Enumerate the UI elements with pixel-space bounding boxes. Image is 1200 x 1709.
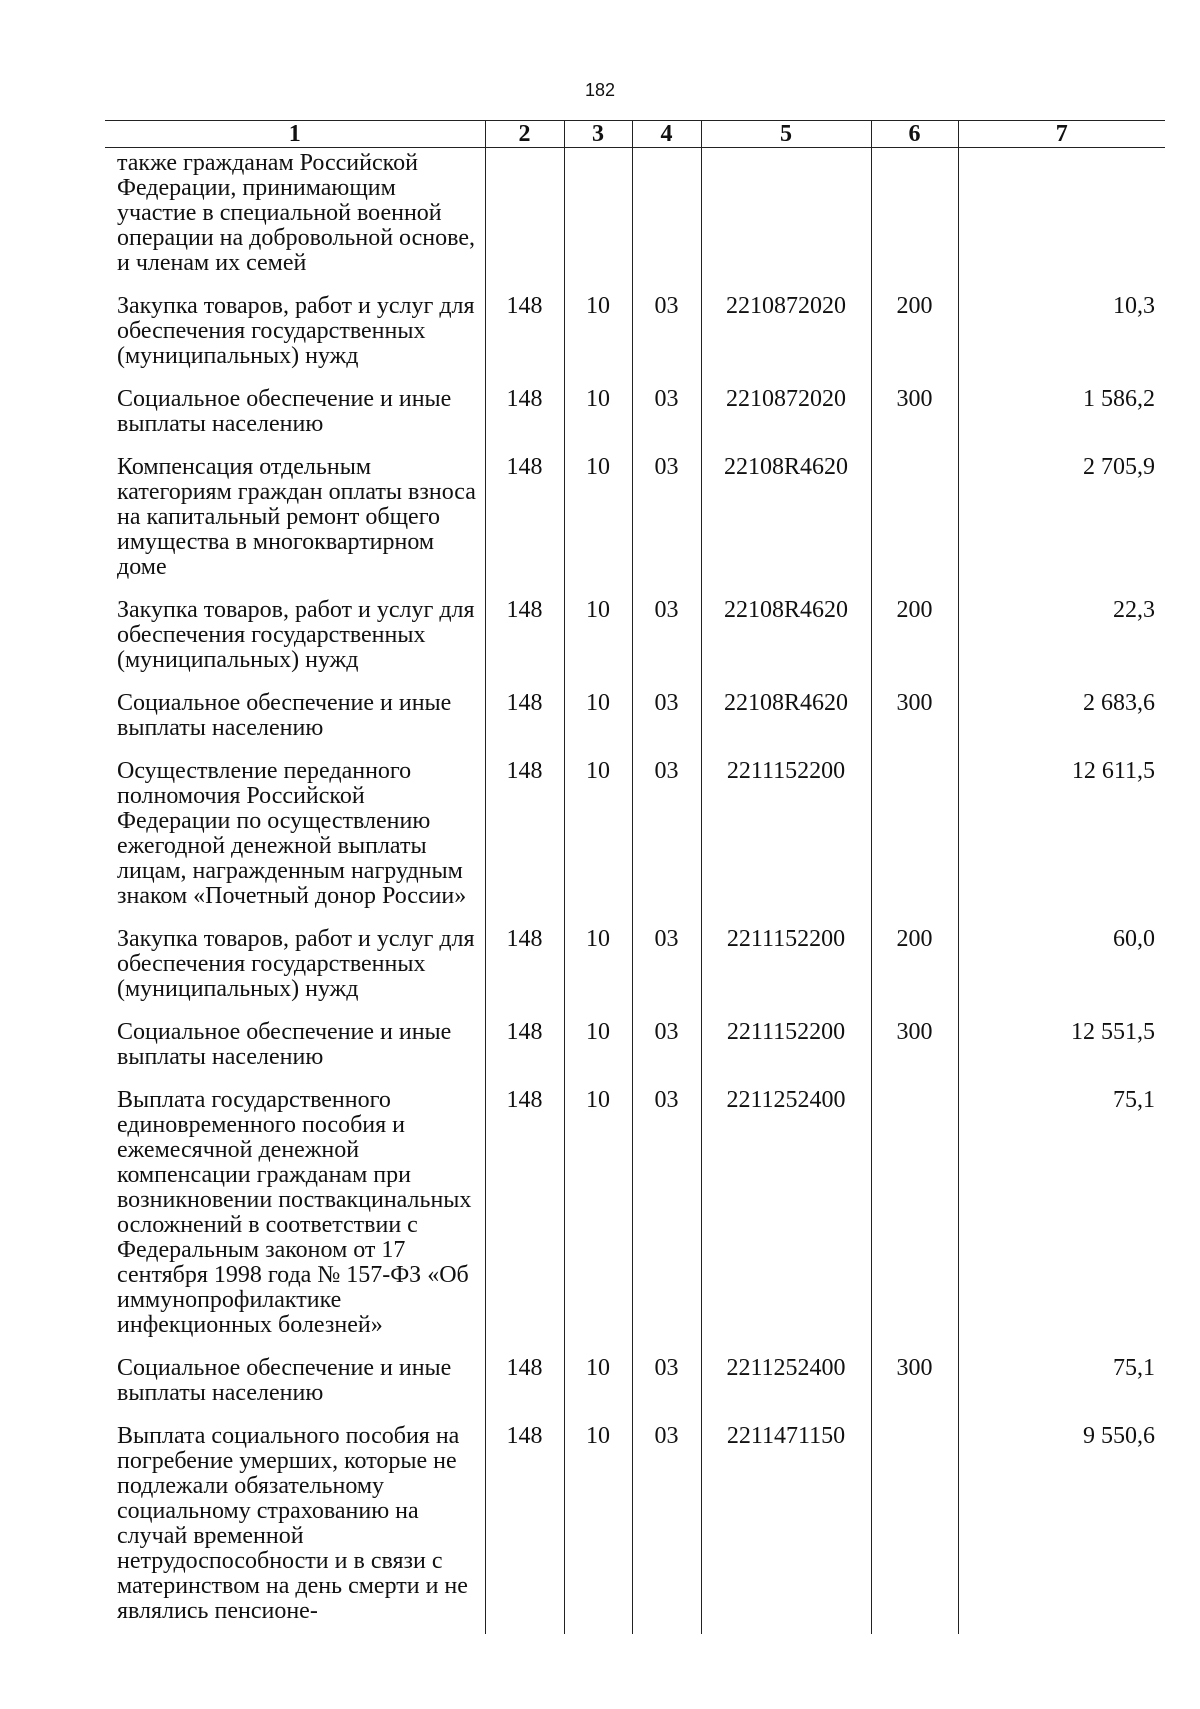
expense-type-code: 200 <box>871 590 958 683</box>
table-row <box>105 148 1165 287</box>
section-code: 10 <box>564 1416 632 1634</box>
ministry-code: 148 <box>485 590 564 683</box>
ministry-code: 148 <box>485 1348 564 1416</box>
target-article-code: 22108R4620 <box>701 447 871 590</box>
amount: 12 551,5 <box>958 1012 1165 1080</box>
subsection-code: 03 <box>632 919 701 1012</box>
subsection-code: 03 <box>632 1080 701 1348</box>
amount <box>958 148 1165 287</box>
expense-name: Социальное обеспечение и иные выплаты населению <box>117 386 452 437</box>
section-code: 10 <box>564 379 632 447</box>
target-article-code: 2211152200 <box>701 919 871 1012</box>
amount: 12 611,5 <box>958 751 1165 919</box>
amount: 60,0 <box>958 919 1165 1012</box>
section-code: 10 <box>564 447 632 590</box>
ministry-code: 148 <box>485 751 564 919</box>
target-article-code: 2211471150 <box>701 1416 871 1634</box>
subsection-code: 03 <box>632 379 701 447</box>
amount: 75,1 <box>958 1080 1165 1348</box>
amount: 9 550,6 <box>958 1416 1165 1634</box>
column-header: 5 <box>701 121 871 148</box>
ministry-code <box>485 148 564 287</box>
subsection-code: 03 <box>632 1416 701 1634</box>
target-article-code: 2211152200 <box>701 1012 871 1080</box>
amount: 10,3 <box>958 286 1165 379</box>
subsection-code: 03 <box>632 683 701 751</box>
expense-name: Выплата государственного единовременного пособия и ежемесячной денежной компенсации гражданам при возникновении поствакцинальных осложнений в соответствии с Федеральным законом от 17 сентября 1998 года № 157-ФЗ «Об иммунопрофилактике инфекционных болезней» <box>117 1087 472 1338</box>
expense-name: Социальное обеспечение и иные выплаты населению <box>117 1355 452 1406</box>
expense-name: Закупка товаров, работ и услуг для обеспечения государственных (муниципальных) нужд <box>117 926 475 1002</box>
expense-type-code: 200 <box>871 286 958 379</box>
subsection-code: 03 <box>632 286 701 379</box>
table-row <box>105 447 1165 590</box>
target-article-code: 2210872020 <box>701 286 871 379</box>
table-row <box>105 1080 1165 1348</box>
expense-type-code <box>871 1416 958 1634</box>
expense-name: также гражданам Российской Федерации, принимающим участие в специальной военной операции на добровольной основе, и членам их семей <box>117 150 475 276</box>
expense-type-code <box>871 1080 958 1348</box>
amount: 2 705,9 <box>958 447 1165 590</box>
page-number: 182 <box>584 80 616 100</box>
subsection-code: 03 <box>632 590 701 683</box>
subsection-code <box>632 148 701 287</box>
expense-name: Компенсация отдельным категориям граждан оплаты взноса на капитальный ремонт общего имущества в многоквартирном доме <box>117 454 476 580</box>
section-code: 10 <box>564 683 632 751</box>
section-code: 10 <box>564 1348 632 1416</box>
section-code: 10 <box>564 1080 632 1348</box>
expense-type-code: 200 <box>871 919 958 1012</box>
subsection-code: 03 <box>632 1348 701 1416</box>
expense-name: Осуществление переданного полномочия Российской Федерации по осуществлению ежегодной денежной выплаты лицам, награжденным нагрудным знаком «Почетный донор России» <box>117 758 467 909</box>
ministry-code: 148 <box>485 286 564 379</box>
section-code: 10 <box>564 919 632 1012</box>
table-row <box>105 1416 1165 1634</box>
column-header: 1 <box>105 121 485 148</box>
target-article-code: 22108R4620 <box>701 683 871 751</box>
section-code: 10 <box>564 751 632 919</box>
table-row <box>105 1012 1165 1080</box>
ministry-code: 148 <box>485 379 564 447</box>
column-header: 6 <box>871 121 958 148</box>
expense-type-code <box>871 148 958 287</box>
table-row <box>105 919 1165 1012</box>
ministry-code: 148 <box>485 1416 564 1634</box>
amount: 2 683,6 <box>958 683 1165 751</box>
section-code: 10 <box>564 286 632 379</box>
target-article-code: 2211252400 <box>701 1348 871 1416</box>
table-row <box>105 590 1165 683</box>
expense-name: Закупка товаров, работ и услуг для обеспечения государственных (муниципальных) нужд <box>117 597 475 673</box>
column-header: 7 <box>958 121 1165 148</box>
target-article-code <box>701 148 871 287</box>
expense-type-code <box>871 751 958 919</box>
expense-type-code: 300 <box>871 1348 958 1416</box>
column-header: 4 <box>632 121 701 148</box>
budget-table <box>105 120 1165 1634</box>
expense-name: Закупка товаров, работ и услуг для обеспечения государственных (муниципальных) нужд <box>117 293 475 369</box>
amount: 75,1 <box>958 1348 1165 1416</box>
expense-name: Социальное обеспечение и иные выплаты населению <box>117 690 452 741</box>
table-row <box>105 683 1165 751</box>
expense-type-code <box>871 447 958 590</box>
column-header: 2 <box>485 121 564 148</box>
table-row <box>105 1348 1165 1416</box>
subsection-code: 03 <box>632 1012 701 1080</box>
table-row <box>105 751 1165 919</box>
amount: 1 586,2 <box>958 379 1165 447</box>
subsection-code: 03 <box>632 447 701 590</box>
ministry-code: 148 <box>485 919 564 1012</box>
expense-type-code: 300 <box>871 1012 958 1080</box>
expense-name: Социальное обеспечение и иные выплаты населению <box>117 1019 452 1070</box>
amount: 22,3 <box>958 590 1165 683</box>
target-article-code: 2210872020 <box>701 379 871 447</box>
table-header-row <box>105 121 1165 148</box>
target-article-code: 2211152200 <box>701 751 871 919</box>
ministry-code: 148 <box>485 447 564 590</box>
table-row <box>105 286 1165 379</box>
ministry-code: 148 <box>485 1012 564 1080</box>
ministry-code: 148 <box>485 1080 564 1348</box>
table-row <box>105 379 1165 447</box>
section-code: 10 <box>564 590 632 683</box>
subsection-code: 03 <box>632 751 701 919</box>
expense-name: Выплата социального пособия на погребение умерших, которые не подлежали обязательному социальному страхованию на случай временной нетрудоспособности и в связи с материнством на день смерти и не являлись пенсионе- <box>117 1423 468 1624</box>
column-header: 3 <box>564 121 632 148</box>
target-article-code: 2211252400 <box>701 1080 871 1348</box>
section-code: 10 <box>564 1012 632 1080</box>
expense-type-code: 300 <box>871 683 958 751</box>
expense-type-code: 300 <box>871 379 958 447</box>
target-article-code: 22108R4620 <box>701 590 871 683</box>
section-code <box>564 148 632 287</box>
ministry-code: 148 <box>485 683 564 751</box>
